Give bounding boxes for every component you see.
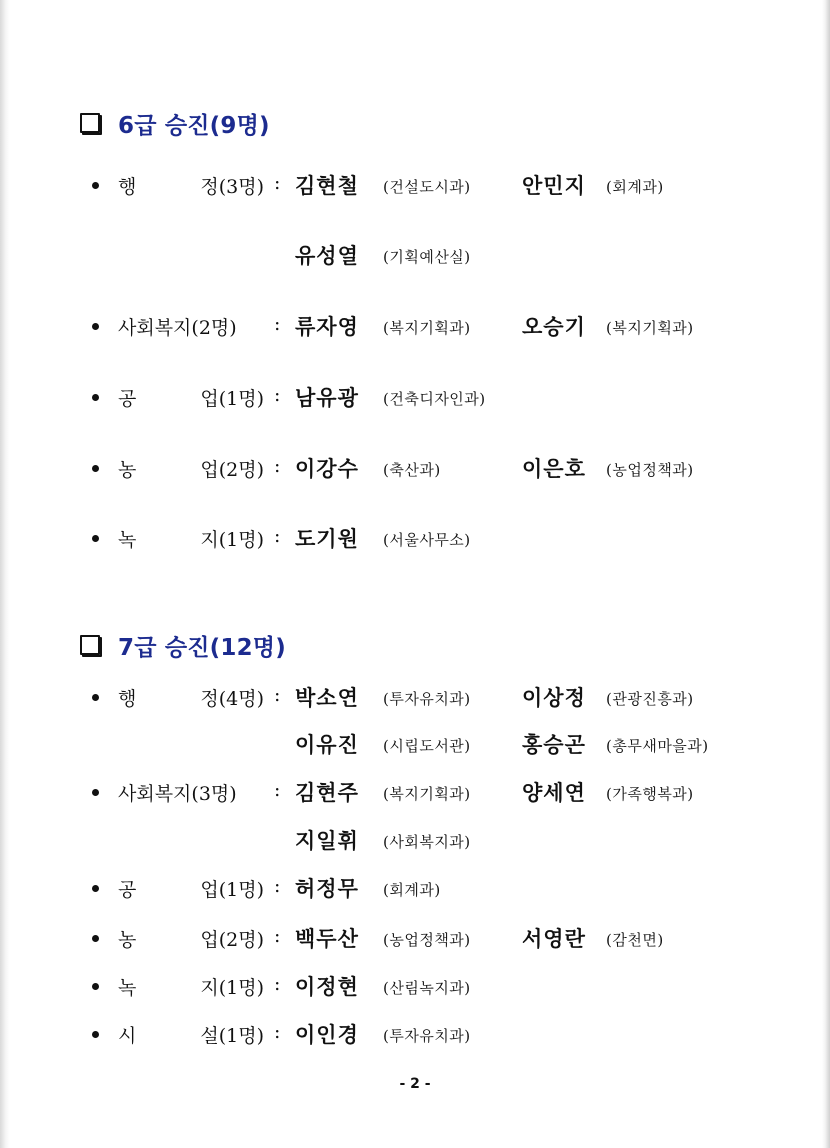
promotion-row — [0, 923, 830, 953]
square-bullet-icon — [80, 113, 100, 133]
department: (가족행복과) — [606, 785, 694, 803]
person-name: 류자영 — [295, 315, 359, 339]
promotion-row — [0, 682, 830, 712]
job-category: 행 정(3명) — [118, 176, 264, 198]
job-category: 행 정(4명) — [118, 688, 264, 710]
bullet-dot-icon — [92, 935, 99, 942]
page-number: - 2 - — [399, 1076, 431, 1092]
department: (농업정책과) — [383, 931, 471, 949]
person-name: 백두산 — [295, 927, 359, 951]
department: (투자유치과) — [383, 690, 471, 708]
colon: : — [274, 172, 281, 194]
department: (총무새마을과) — [606, 737, 709, 755]
department: (투자유치과) — [383, 1027, 471, 1045]
person-name: 이인경 — [295, 1023, 359, 1047]
bullet-dot-icon — [92, 394, 99, 401]
person-name: 홍승곤 — [522, 733, 586, 757]
person-name: 이유진 — [295, 733, 359, 757]
section-title: 6급 승진(9명) — [118, 112, 270, 139]
department: (복지기획과) — [383, 785, 471, 803]
department: (회계과) — [383, 881, 441, 899]
bullet-dot-icon — [92, 535, 99, 542]
person-name: 도기원 — [295, 527, 359, 551]
colon: : — [274, 384, 281, 406]
colon: : — [274, 525, 281, 547]
job-category: 공 업(1명) — [118, 879, 264, 901]
colon: : — [274, 779, 281, 801]
colon: : — [274, 925, 281, 947]
section-title: 7급 승진(12명) — [118, 634, 286, 661]
bullet-dot-icon — [92, 465, 99, 472]
job-category: 농 업(2명) — [118, 929, 264, 951]
person-name: 이정현 — [295, 975, 359, 999]
person-name: 오승기 — [522, 315, 586, 339]
section-heading-7th-grade — [80, 630, 286, 660]
department: (서울사무소) — [383, 531, 471, 549]
department: (농업정책과) — [606, 461, 694, 479]
person-name: 서영란 — [522, 927, 586, 951]
department: (복지기획과) — [606, 319, 694, 337]
promotion-row — [0, 729, 830, 759]
department: (시립도서관) — [383, 737, 471, 755]
person-name: 남유광 — [295, 386, 359, 410]
job-category: 시 설(1명) — [118, 1025, 264, 1047]
person-name: 지일휘 — [295, 829, 359, 853]
person-name: 이은호 — [522, 457, 586, 481]
department: (사회복지과) — [383, 833, 471, 851]
department: (건축디자인과) — [383, 390, 486, 408]
person-name: 박소연 — [295, 686, 359, 710]
promotion-row — [0, 825, 830, 855]
job-category: 사회복지(2명) — [118, 317, 237, 339]
department: (산림녹지과) — [383, 979, 471, 997]
job-category: 농 업(2명) — [118, 459, 264, 481]
job-category: 녹 지(1명) — [118, 529, 264, 551]
promotion-row — [0, 873, 830, 903]
colon: : — [274, 1021, 281, 1043]
bullet-dot-icon — [92, 789, 99, 796]
person-name: 안민지 — [522, 174, 586, 198]
promotion-row — [0, 971, 830, 1001]
promotion-row — [0, 453, 830, 483]
person-name: 김현철 — [295, 174, 359, 198]
colon: : — [274, 455, 281, 477]
job-category: 공 업(1명) — [118, 388, 264, 410]
promotion-row — [0, 240, 830, 270]
person-name: 이상정 — [522, 686, 586, 710]
section-heading-6th-grade — [80, 108, 270, 138]
promotion-row — [0, 777, 830, 807]
person-name: 유성열 — [295, 244, 359, 268]
bullet-dot-icon — [92, 983, 99, 990]
promotion-row — [0, 1019, 830, 1049]
department: (복지기획과) — [383, 319, 471, 337]
department: (기획예산실) — [383, 248, 471, 266]
promotion-row — [0, 170, 830, 200]
bullet-dot-icon — [92, 694, 99, 701]
department: (감천면) — [606, 931, 664, 949]
department: (회계과) — [606, 178, 664, 196]
colon: : — [274, 973, 281, 995]
square-bullet-icon — [80, 635, 100, 655]
promotion-row — [0, 523, 830, 553]
department: (관광진흥과) — [606, 690, 694, 708]
person-name: 양세연 — [522, 781, 586, 805]
promotion-row — [0, 311, 830, 341]
bullet-dot-icon — [92, 1031, 99, 1038]
colon: : — [274, 875, 281, 897]
promotion-row — [0, 382, 830, 412]
job-category: 사회복지(3명) — [118, 783, 237, 805]
bullet-dot-icon — [92, 885, 99, 892]
bullet-dot-icon — [92, 182, 99, 189]
job-category: 녹 지(1명) — [118, 977, 264, 999]
department: (축산과) — [383, 461, 441, 479]
bullet-dot-icon — [92, 323, 99, 330]
department: (건설도시과) — [383, 178, 471, 196]
colon: : — [274, 684, 281, 706]
person-name: 김현주 — [295, 781, 359, 805]
person-name: 허정무 — [295, 877, 359, 901]
person-name: 이강수 — [295, 457, 359, 481]
colon: : — [274, 313, 281, 335]
